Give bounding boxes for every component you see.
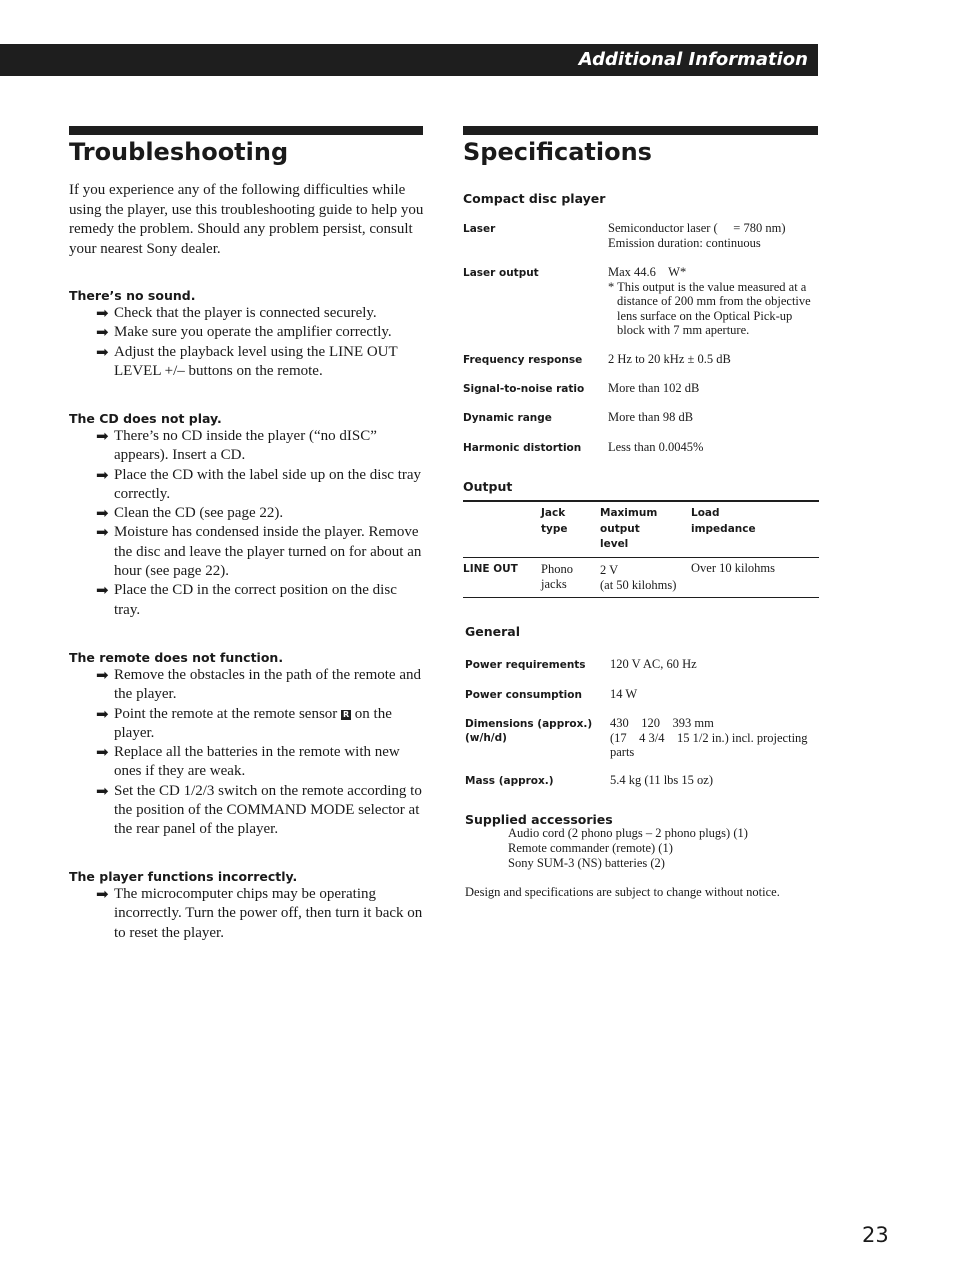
column-header-line: output (600, 522, 640, 535)
list-item-text: on the player. (114, 705, 392, 741)
no-sound-heading: There’s no sound. (69, 288, 196, 303)
mass-label: Mass (approx.) (465, 775, 554, 787)
dimensions-label (465, 717, 592, 745)
column-header-line: Load (691, 507, 720, 519)
list-item-text: Place the CD with the label side up on the disc tray correctly. (114, 466, 422, 502)
cd-not-play-heading: The CD does not play. (69, 411, 222, 426)
arrow-right-icon: ➡ (96, 523, 109, 542)
column-header-line: level (600, 538, 629, 550)
list-item-text: Check that the player is connected securely. (114, 305, 377, 321)
cd-player-heading: Compact disc player (463, 191, 606, 206)
dimensions-label-line: Dimensions (approx.) (465, 718, 593, 730)
list-item-text: Place the CD in the correct position on the disc tray. (114, 582, 397, 618)
column-header-jack-type (541, 506, 568, 537)
change-notice: Design and specifications are subject to change without notice. (465, 885, 780, 899)
arrow-right-icon: ➡ (96, 781, 109, 800)
laser-output-label: Laser output (463, 267, 539, 279)
list-item-text: Point the remote at the remote sensor (114, 705, 338, 722)
remote-heading: The remote does not function. (69, 650, 284, 665)
dimensions-label-line: (w/h/d) (465, 732, 507, 744)
cd-not-play-list (96, 427, 426, 620)
cell-load-impedance: Over 10 kilohms (691, 561, 776, 575)
list-item: Audio cord (2 phono plugs – 2 phono plugs) (1) (508, 826, 748, 840)
arrow-right-icon: ➡ (96, 666, 109, 684)
list-item (96, 343, 426, 382)
arrow-right-icon: ➡ (96, 342, 109, 361)
table-top-rule (463, 500, 819, 502)
list-item-text: Clean the CD (see page 22). (114, 505, 284, 522)
column-header-line: Maximum (600, 507, 658, 519)
list-item (96, 504, 426, 523)
power-consumption-label: Power consumption (465, 689, 582, 701)
troubleshooting-intro: If you experience any of the following difficulties while using the player, use this troubleshooting guide to help you remedy the problem. Should any problem persist, consult your nearest Sony dealer. (69, 182, 424, 257)
list-item-text: Set the CD 1/2/3 switch on the remote according to the position of the COMMAND MODE selector at the rear panel of the player. (114, 782, 422, 838)
laser-value-line: Emission duration: continuous (608, 235, 761, 250)
harmonic-distortion-value: Less than 0.0045% (608, 440, 704, 454)
row-name-line-out: LINE OUT (463, 563, 518, 575)
dynamic-range-value: More than 98 dB (608, 410, 694, 424)
list-item (96, 705, 426, 744)
cell-line: jacks (541, 577, 567, 591)
cell-line: (at 50 kilohms) (600, 578, 677, 592)
list-item-text: The microcomputer chips may be operating incorrectly. Turn the power off, then turn it back on to reset the player. (114, 886, 423, 941)
cell-line: 2 V (600, 563, 619, 577)
section-title: Additional Information (578, 49, 808, 70)
arrow-right-icon: ➡ (96, 704, 109, 723)
arrow-right-icon: ➡ (96, 427, 109, 445)
list-item-text: Make sure you operate the amplifier correctly. (114, 324, 392, 341)
general-heading: General (465, 624, 520, 639)
snr-value: More than 102 dB (608, 381, 700, 395)
laser-output-note: * This output is the value measured at a distance of 200 mm from the objective lens surface on the Optical Pick-up block with 7 mm aperture. (608, 279, 811, 337)
laser-output-value (608, 265, 820, 338)
list-item-text: Moisture has condensed inside the player. Remove the disc and leave the player turned on for about an hour (see page 22). (114, 524, 422, 580)
list-item (96, 304, 426, 323)
list-item (96, 885, 426, 943)
column-header-line: type (541, 522, 568, 535)
column-header-max-output (600, 506, 657, 553)
arrow-right-icon: ➡ (96, 504, 109, 523)
laser-value-line: Semiconductor laser ( = 780 nm) (608, 221, 786, 235)
cell-line: Phono (541, 562, 573, 576)
mass-value: 5.4 kg (11 lbs 15 oz) (610, 773, 713, 787)
table-header-rule (463, 557, 819, 558)
list-item (96, 666, 426, 705)
troubleshooting-title: Troubleshooting (69, 138, 289, 166)
remote-list (96, 666, 426, 840)
column-header-line: impedance (691, 522, 756, 535)
arrow-right-icon: ➡ (96, 743, 109, 762)
list-item-text: There’s no CD inside the player (“no dISC” appears). Insert a CD. (114, 428, 377, 464)
power-requirements-label: Power requirements (465, 659, 586, 671)
list-item (96, 427, 426, 466)
list-item-text: Replace all the batteries in the remote with new ones if they are weak. (114, 744, 400, 780)
list-item (96, 466, 426, 505)
arrow-right-icon: ➡ (96, 465, 109, 484)
table-bottom-rule (463, 597, 819, 598)
list-item: Remote commander (remote) (1) (508, 841, 673, 855)
dimensions-value (610, 716, 820, 760)
troubleshooting-rule (69, 126, 423, 135)
arrow-right-icon: ➡ (96, 885, 109, 903)
list-item (96, 782, 426, 840)
harmonic-distortion-label: Harmonic distortion (463, 442, 582, 454)
dynamic-range-label: Dynamic range (463, 412, 552, 424)
no-sound-list (96, 304, 426, 381)
laser-output-line: Max 44.6 W* (608, 265, 687, 279)
functions-incorrectly-list (96, 885, 426, 943)
list-item (96, 523, 426, 581)
laser-value (608, 221, 818, 250)
column-header-line: Jack (541, 507, 566, 519)
power-requirements-value: 120 V AC, 60 Hz (610, 657, 697, 671)
cell-max-output (600, 563, 676, 593)
frequency-response-value: 2 Hz to 20 kHz ± 0.5 dB (608, 352, 731, 366)
laser-label: Laser (463, 223, 496, 235)
list-item (96, 581, 426, 620)
frequency-response-label: Frequency response (463, 354, 583, 366)
accessories-heading: Supplied accessories (465, 812, 613, 827)
specifications-rule (463, 126, 818, 135)
dimensions-value-line: 430 120 393 mm (610, 716, 714, 730)
list-item: Sony SUM-3 (NS) batteries (2) (508, 856, 665, 870)
output-heading: Output (463, 479, 513, 494)
functions-incorrectly-heading: The player functions incorrectly. (69, 869, 298, 884)
list-item (96, 743, 426, 782)
specifications-title: Specifications (463, 138, 652, 166)
list-item (96, 323, 426, 342)
power-consumption-value: 14 W (610, 687, 638, 701)
list-item-text: Adjust the playback level using the LINE OUT LEVEL +/– buttons on the remote. (114, 343, 398, 379)
remote-sensor-icon: R (342, 709, 350, 719)
snr-label: Signal-to-noise ratio (463, 383, 585, 395)
accessories-list (508, 826, 748, 871)
list-item-text: Remove the obstacles in the path of the remote and the player. (114, 667, 421, 703)
arrow-right-icon: ➡ (96, 581, 109, 600)
cell-jack-type (541, 562, 573, 592)
page-number: 23 (862, 1223, 889, 1247)
dimensions-value-line: (17 4 3/4 15 1/2 in.) incl. projecting parts (610, 730, 808, 759)
column-header-load-impedance (691, 506, 756, 537)
arrow-right-icon: ➡ (96, 323, 109, 342)
section-header-bar (0, 44, 818, 76)
arrow-right-icon: ➡ (96, 304, 109, 322)
